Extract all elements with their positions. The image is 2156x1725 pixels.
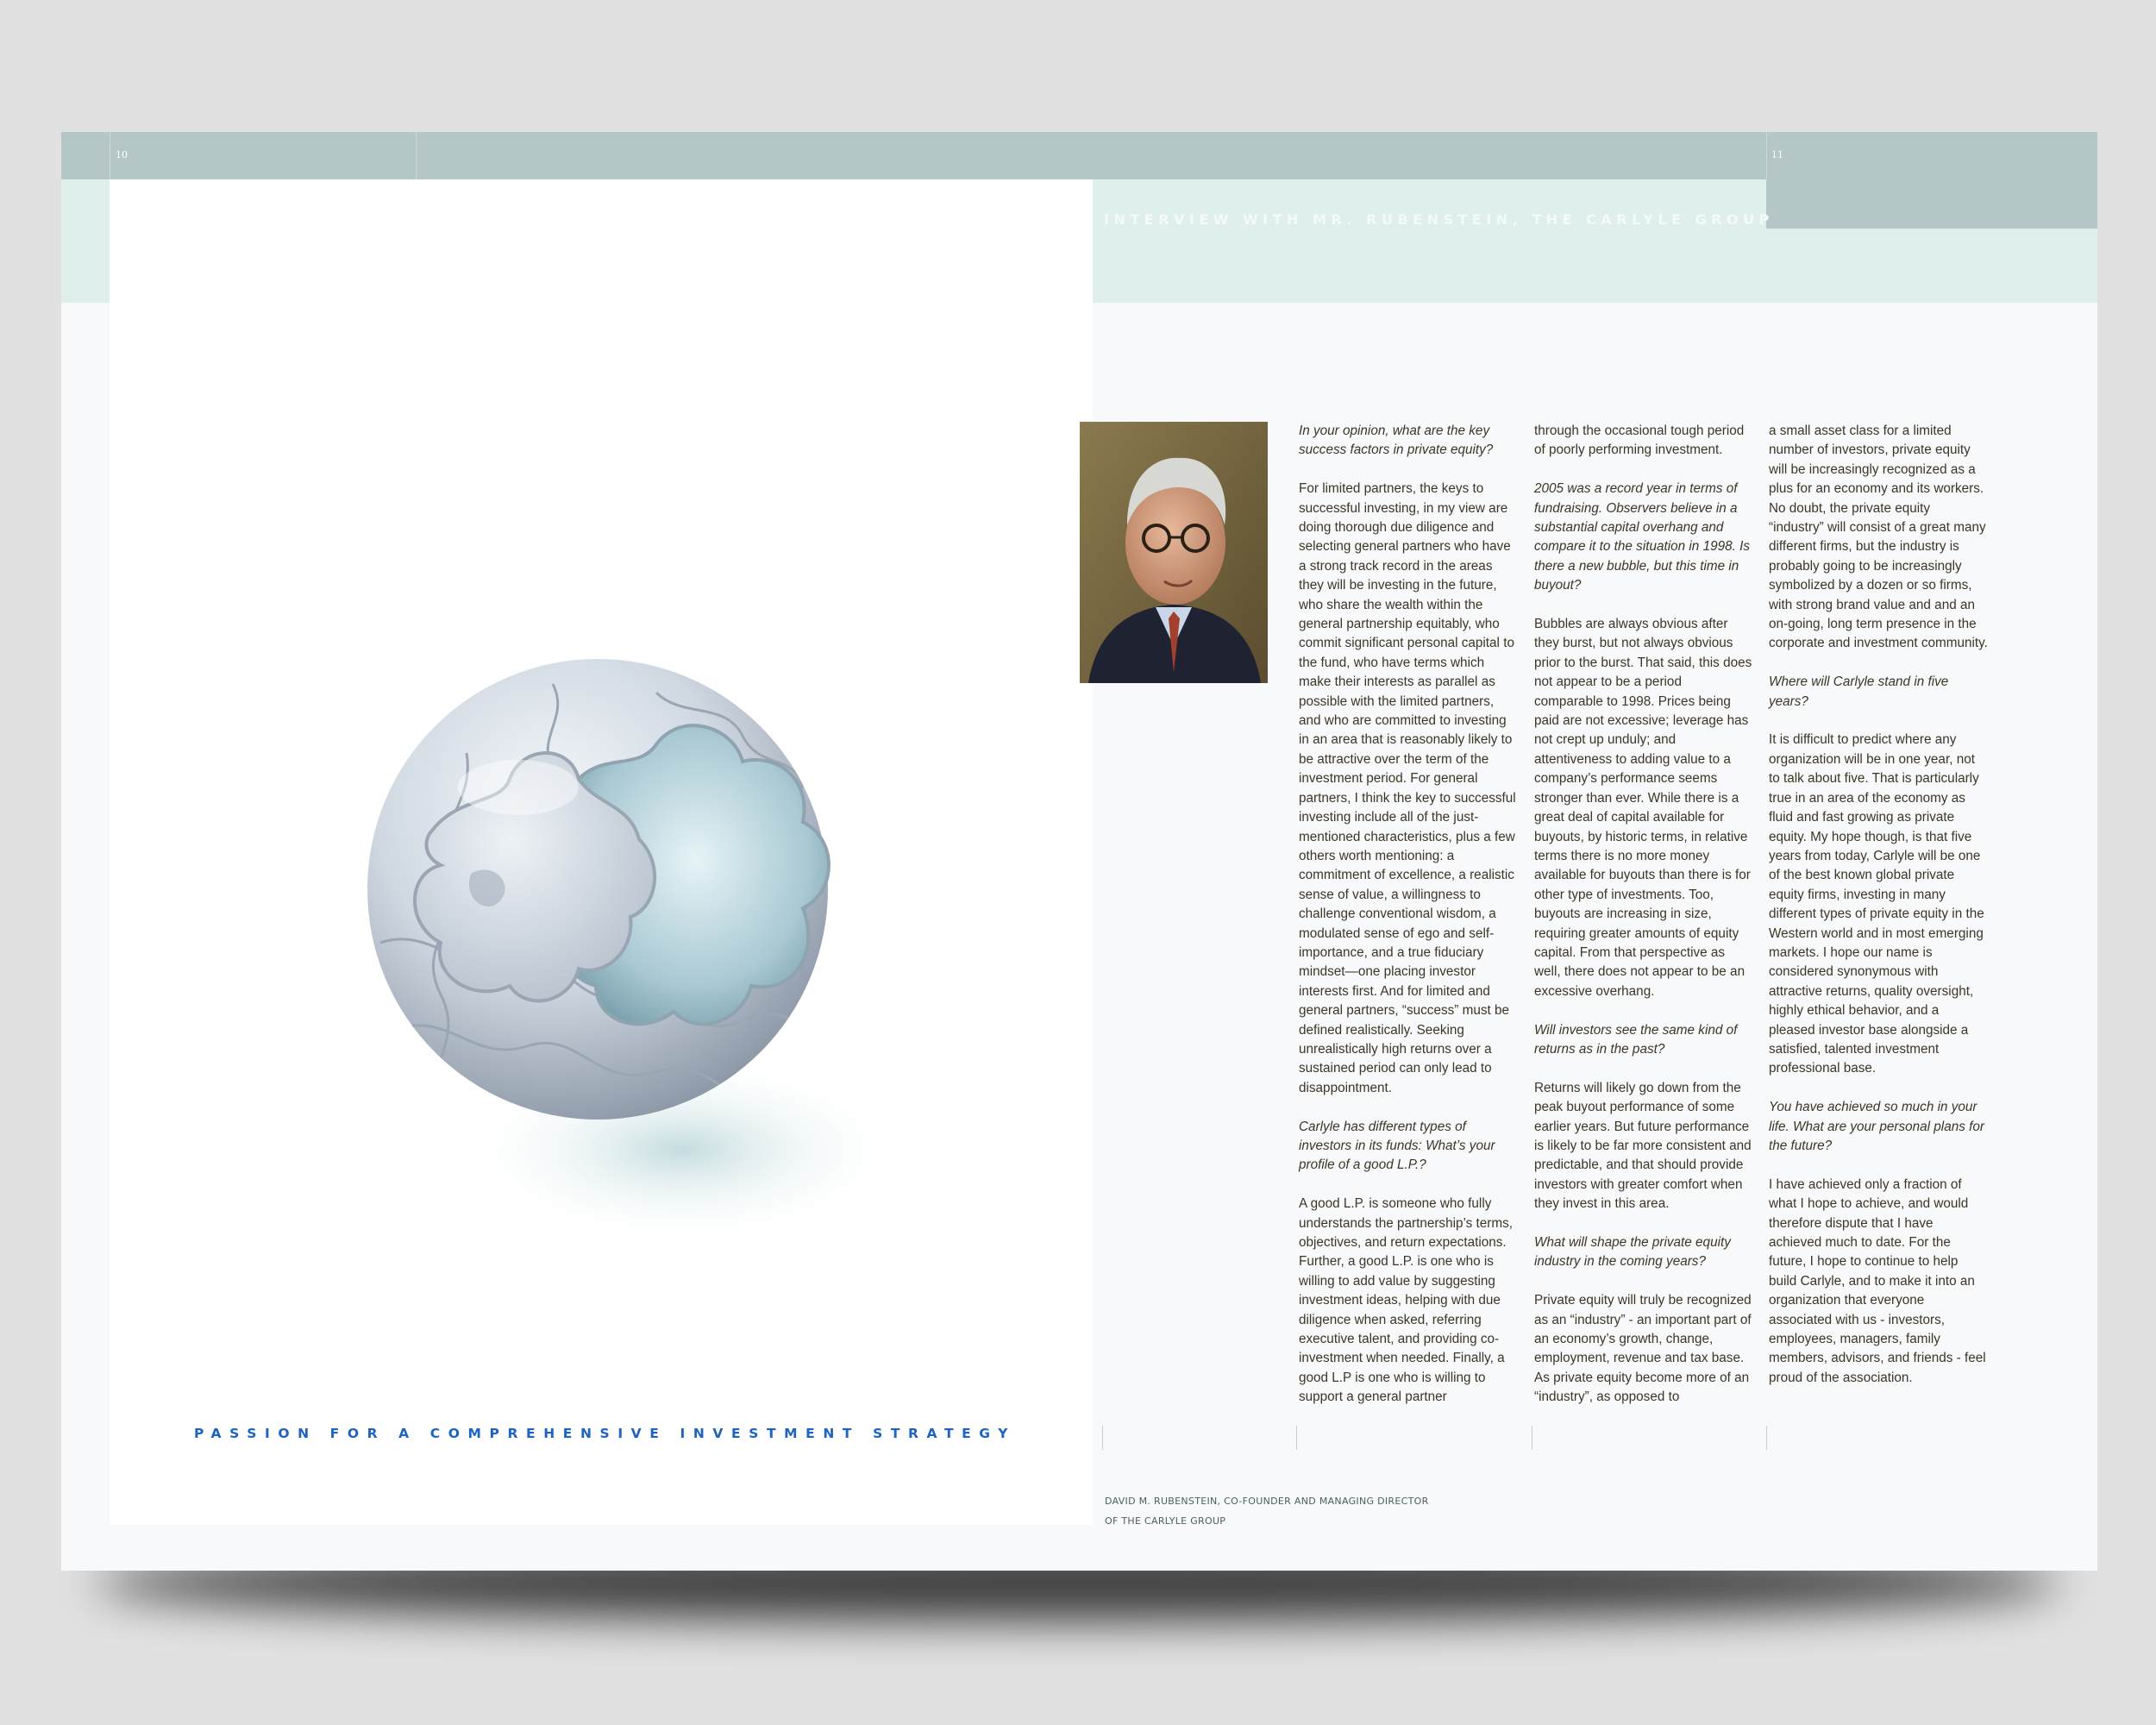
band-divider	[416, 132, 417, 179]
interview-question: Where will Carlyle stand in five years?	[1769, 674, 1949, 709]
interview-answer: A good L.P. is someone who fully understands the partnership’s terms, objectives, and return expectations. Further, a good L.P. is one who is willing to add value by suggesting investment ideas, helping with due diligence when asked, referring executive talent, and providing co-investment when needed. Finally, a good L.P is one who is willing to support a general partner	[1299, 1196, 1513, 1405]
section-title: INTERVIEW WITH MR. RUBENSTEIN, THE CARLYLE GROUP	[1104, 211, 1774, 228]
interview-answer: Private equity will truly be recognized as an “industry” - an important part of an economy’s growth, change, employment, revenue and tax base. As private equity become more of an “industry”, as opposed to	[1534, 1293, 1752, 1405]
interview-question: You have achieved so much in your life. What are your personal plans for the future?	[1769, 1100, 1984, 1153]
column-rule	[1102, 1426, 1103, 1450]
interview-answer: I have achieved only a fraction of what I hope to achieve, and would therefore dispute that I have achieved much to date. For the future, I hope to continue to help build Carlyle, and to make it into an organization that everyone associated with us - investors, employees, managers, family members, advisors, and friends - feel proud of the association.	[1769, 1176, 1986, 1385]
interview-answer: Returns will likely go down from the peak buyout performance of some earlier years. But future performance is likely to be far more consistent and predictable, and that should provide investors with greater comfort when they invest in this area.	[1534, 1080, 1752, 1212]
interview-question: In your opinion, what are the key success factors in private equity?	[1299, 423, 1494, 458]
photo-caption	[1105, 1491, 1429, 1531]
interview-column-3	[1769, 422, 1989, 1408]
caption-line-2: OF THE CARLYLE GROUP	[1105, 1515, 1226, 1527]
left-page-tagline: PASSION FOR A COMPREHENSIVE INVESTMENT STRATEGY	[194, 1426, 1017, 1441]
interview-question: What will shape the private equity industry in the coming years?	[1534, 1234, 1731, 1270]
caption-line-1: DAVID M. RUBENSTEIN, CO-FOUNDER AND MANAGING DIRECTOR	[1105, 1496, 1429, 1507]
portrait-photo	[1080, 422, 1268, 683]
column-rule	[1766, 1426, 1767, 1450]
puzzle-sphere-image	[294, 494, 950, 1339]
top-band	[61, 132, 2097, 179]
band-divider	[1766, 132, 1767, 179]
interview-question: Will investors see the same kind of returns as in the past?	[1534, 1022, 1738, 1057]
interview-question: 2005 was a record year in terms of fundraising. Observers believe in a substantial capital overhang and compare it to the situation in 1998. Is there a new bubble, but this time in buyout?	[1534, 481, 1750, 593]
interview-answer: through the occasional tough period of poorly performing investment.	[1534, 423, 1745, 458]
page-number-right: 11	[1771, 149, 1783, 160]
interview-answer: a small asset class for a limited number of investors, private equity will be increasingly recognized as a plus for an economy and its workers. No doubt, the private equity “industry” will consist of a great many different firms, but the industry is probably going to be increasingly symbolized by a dozen or so firms, with strong brand value and and an on-going, long term presence in the corporate and investment community.	[1769, 423, 1988, 651]
interview-question: Carlyle has different types of investors in its funds: What’s your profile of a good L.P.?	[1299, 1119, 1495, 1173]
header-tab	[1766, 179, 2097, 229]
brochure-spread	[61, 132, 2097, 1571]
interview-answer: Bubbles are always obvious after they burst, but not always obvious prior to the burst. That said, this does not appear to be a period comparable to 1998. Prices being paid are not excessive; leverage has not crept up unduly; and attentiveness to adding value to a company’s performance seems stronger than ever. While there is a great deal of capital available for buyouts, by historic terms, in relative terms there is no more money available for buyouts than there is for other type of investments. Too, buyouts are increasing in size, requiring greater amounts of equity capital. From that perspective as well, there does not appear to be an excessive overhang.	[1534, 617, 1752, 999]
sphere-highlight	[458, 760, 579, 815]
interview-column-2	[1534, 422, 1754, 1427]
interview-column-1	[1299, 422, 1519, 1427]
mint-band-left	[61, 179, 110, 303]
interview-answer: It is difficult to predict where any organization will be in one year, not to talk about five. That is particularly true in an area of the economy as fluid and fast growing as private equity. My hope though, is that five years from today, Carlyle will be one of the best known global private equity firms, investing in many different types of private equity in the Western world and in most emerging markets. I hope our name is considered synonymous with attractive returns, quality oversight, highly ethical behavior, and a pleased investor base alongside a satisfied, talented investment professional base.	[1769, 732, 1984, 1076]
mint-band-tab	[1766, 229, 2097, 303]
interview-answer: For limited partners, the keys to successful investing, in my view are doing thorough due diligence and selecting general partners who have a strong track record in the areas they will be investing in the future, who share the wealth within the general partnership equitably, who commit significant personal capital to the fund, who have terms which make their interests as parallel as possible with the limited partners, and who are committed to investing in an area that is reasonably likely to be attractive over the term of the investment period. For general partners, I think the key to successful investing include all of the just-mentioned characteristics, plus a few others worth mentioning: a commitment of excellence, a realistic sense of value, a willingness to challenge conventional wisdom, a modulated sense of ego and self-importance, and a true fiduciary mindset—one placing investor interests first. And for limited and general partners, “success” must be defined realistically. Seeking unrealistically high returns over a sustained period can only lead to disappointment.	[1299, 481, 1516, 1095]
column-rule	[1296, 1426, 1297, 1450]
page-number-left: 10	[116, 149, 128, 160]
mint-band-right	[1031, 179, 1766, 303]
